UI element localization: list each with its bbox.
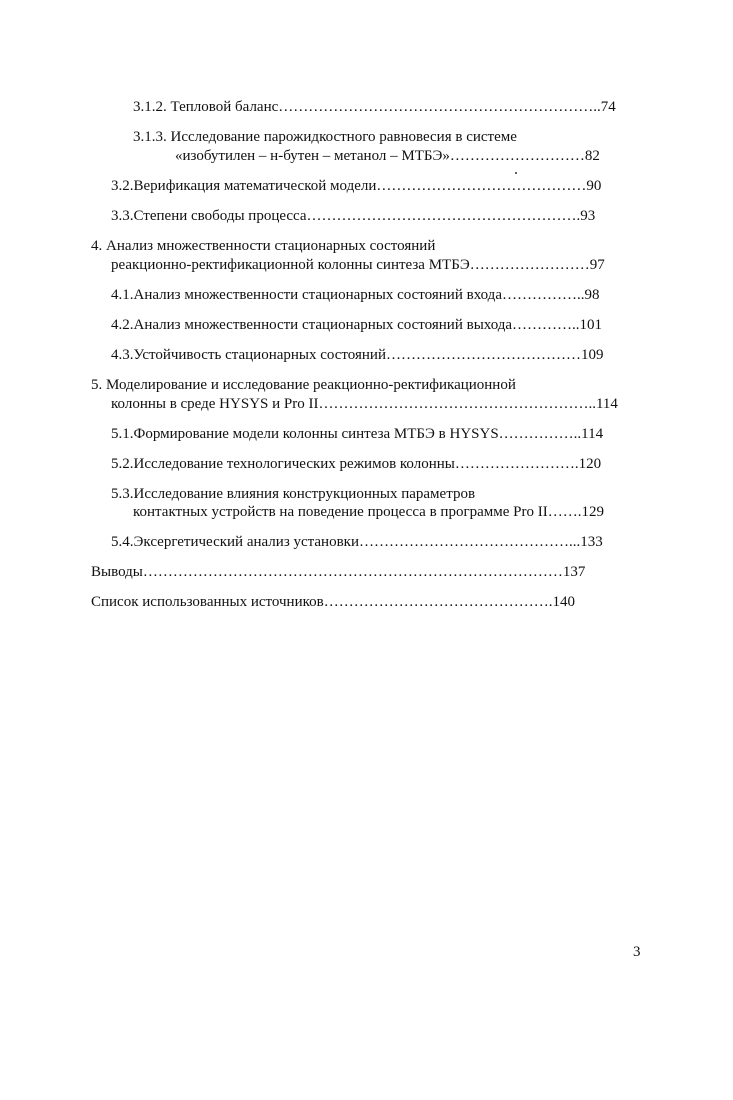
toc-entry-5-4: 5.4.Эксергетический анализ установки……………………………………...133	[111, 534, 603, 550]
toc-entry-3-1-2: 3.1.2. Тепловой баланс………………………………………………………..74	[133, 99, 616, 115]
toc-entry-conclusions: Выводы…………………………………………………………………………137	[91, 564, 586, 580]
toc-entry-4-2: 4.2.Анализ множественности стационарных состояний выхода…………..101	[111, 317, 603, 333]
toc-entry-3-3: 3.3.Степени свободы процесса……………………………………………….93	[111, 208, 596, 224]
toc-entry-references: Список использованных источников……………………………………….140	[91, 594, 575, 610]
toc-entry-5-1: 5.1.Формирование модели колонны синтеза МТБЭ в HYSYS……………..114	[111, 426, 604, 442]
stray-dot-mark	[515, 172, 517, 174]
page-number: 3	[633, 944, 641, 960]
toc-entry-5-2: 5.2.Исследование технологических режимов колонны…………………….120	[111, 456, 602, 472]
toc-entry-5-line-2: колонны в среде HYSYS и Pro II………………………………………………..114	[111, 396, 618, 412]
toc-entry-5-3-line-2: контактных устройств на поведение процесса в программе Pro II…….129	[133, 504, 604, 520]
toc-entry-4-line-1: 4. Анализ множественности стационарных состояний	[91, 238, 436, 254]
toc-entry-3-1-3-line-2: «изобутилен – н-бутен – метанол – МТБЭ»………………………82	[175, 148, 600, 164]
toc-entry-4-3: 4.3.Устойчивость стационарных состояний…………………………………109	[111, 347, 604, 363]
toc-entry-4-1: 4.1.Анализ множественности стационарных состояний входа……………..98	[111, 287, 600, 303]
toc-entry-3-1-3-line-1: 3.1.3. Исследование парожидкостного равновесия в системе	[133, 129, 517, 145]
toc-entry-5-line-1: 5. Моделирование и исследование реакционно-ректификационной	[91, 377, 516, 393]
toc-entry-5-3-line-1: 5.3.Исследование влияния конструкционных параметров	[111, 486, 476, 502]
toc-entry-4-line-2: реакционно-ректификационной колонны синтеза МТБЭ……………………97	[111, 257, 605, 273]
toc-entry-3-2: 3.2.Верификация математической модели……………………………………90	[111, 178, 602, 194]
